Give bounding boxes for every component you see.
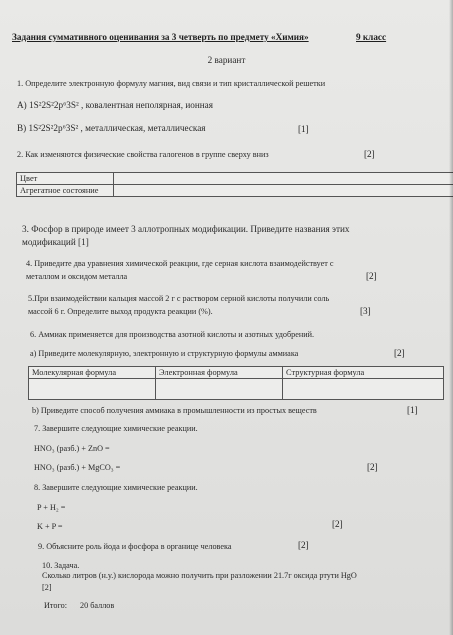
table-row bbox=[17, 185, 453, 197]
document-title: Задания суммативного оценивания за 3 четверть по предмету «Химия» bbox=[12, 32, 309, 42]
column-header: Структурная формула bbox=[283, 367, 444, 379]
question-4-line-1: 4. Приведите два уравнения химической реакции, где серная кислота взаимодействует с bbox=[26, 259, 334, 268]
question-5-score: [3] bbox=[360, 306, 371, 316]
table-header-row bbox=[29, 367, 444, 379]
question-6-table bbox=[28, 366, 444, 400]
question-1-option-b: B) 1S²2S²2p⁶3S² , металлическая, металлическая bbox=[17, 123, 206, 133]
option-a-text: 1S²2S²2p⁶3S² , ковалентная неполярная, ионная bbox=[29, 100, 213, 110]
question-10-score: [2] bbox=[42, 583, 52, 592]
answer-cell[interactable] bbox=[283, 379, 444, 400]
question-8-text: 8. Завершите следующие химические реакции. bbox=[34, 483, 198, 492]
answer-cell[interactable] bbox=[114, 173, 453, 185]
question-6a-score: [2] bbox=[394, 348, 405, 358]
answer-cell[interactable] bbox=[29, 379, 156, 400]
question-6a-text: а) Приведите молекулярную, электронную и структурную формулы аммиака bbox=[30, 349, 299, 358]
question-8-reaction-2: K + P = bbox=[37, 522, 63, 531]
question-10-text: Сколько литров (н.у.) кислорода можно получить при разложении 21.7г оксида ртути HgO bbox=[42, 571, 357, 580]
question-1-score: [1] bbox=[298, 124, 309, 134]
question-5-line-2: массой 6 г. Определите выход продукта реакции (%). bbox=[28, 307, 213, 316]
table-row bbox=[29, 379, 444, 400]
table-row bbox=[17, 173, 453, 185]
question-10-title: 10. Задача. bbox=[42, 561, 80, 570]
answer-cell[interactable] bbox=[114, 185, 453, 197]
question-2-table bbox=[16, 172, 453, 197]
question-7-text: 7. Завершите следующие химические реакции. bbox=[34, 424, 198, 433]
total-value: 20 баллов bbox=[80, 601, 115, 610]
page-edge-shadow bbox=[449, 0, 453, 635]
table-cell: Агрегатное состояние bbox=[17, 185, 114, 197]
question-7-score: [2] bbox=[367, 462, 378, 472]
question-8-reaction-1: P + H₂ = bbox=[37, 503, 66, 512]
answer-cell[interactable] bbox=[156, 379, 283, 400]
variant-label: 2 вариант bbox=[207, 55, 246, 65]
question-2-text: 2. Как изменяются физические свойства галогенов в группе сверху вниз bbox=[17, 150, 269, 159]
question-1-option-a bbox=[17, 100, 213, 111]
total-label: Итого: bbox=[44, 601, 67, 610]
grade-label: 9 класс bbox=[356, 32, 387, 42]
table-cell: Цвет bbox=[17, 173, 114, 185]
question-9-text: 9. Объясните роль йода и фосфора в органице человека bbox=[38, 542, 232, 551]
question-1-text: 1. Определите электронную формулу магния, вид связи и тип кристаллической решетки bbox=[17, 79, 326, 88]
question-5-line-1: 5.При взаимодействии кальция массой 2 г с раствором серной кислоты получили соль bbox=[28, 294, 330, 303]
question-8-score: [2] bbox=[332, 519, 343, 529]
question-3-line-1: 3. Фосфор в природе имеет 3 аллотропных модификации. Приведите названия этих bbox=[22, 224, 350, 234]
column-header: Молекулярная формула bbox=[29, 367, 156, 379]
question-6b-text: b) Приведите способ получения аммиака в промышленности из простых веществ bbox=[32, 406, 317, 415]
question-6b-score: [1] bbox=[407, 405, 418, 415]
question-4-line-2: металлом и оксидом металла bbox=[26, 272, 128, 281]
question-7-reaction-2: HNO₃ (разб.) + MgCO₃ = bbox=[34, 463, 121, 472]
column-header: Электронная формула bbox=[156, 367, 283, 379]
question-6-text: 6. Аммиак применяется для производства азотной кислоты и азотных удобрений. bbox=[30, 330, 315, 339]
question-2-score: [2] bbox=[364, 149, 375, 159]
question-7-reaction-1: HNO₃ (разб.) + ZnO = bbox=[34, 444, 110, 453]
option-a-label: A) bbox=[17, 100, 27, 110]
question-9-score: [2] bbox=[298, 540, 309, 550]
question-3-line-2: модификаций [1] bbox=[22, 237, 89, 247]
question-4-score: [2] bbox=[366, 271, 377, 281]
